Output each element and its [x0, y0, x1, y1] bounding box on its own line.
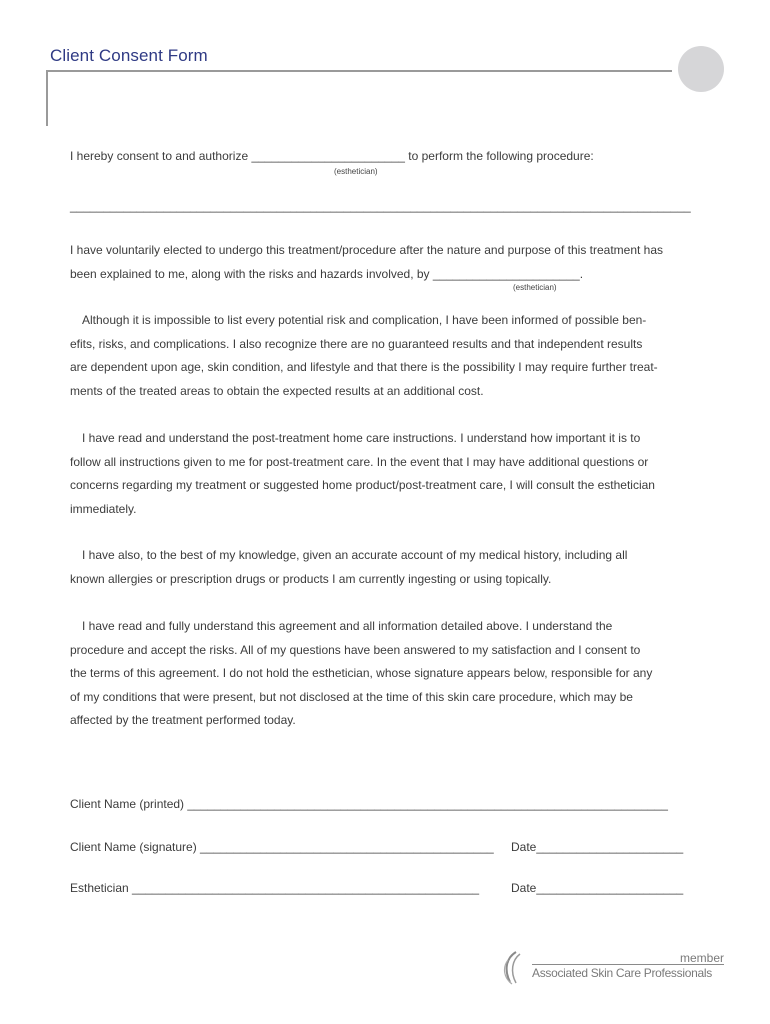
- member-label: member: [679, 951, 724, 965]
- client-signature-field[interactable]: Client Name (signature) ____________________________________________: [70, 840, 494, 854]
- esthetician-caption: (esthetician): [513, 283, 557, 292]
- paragraph-line: Although it is impossible to list every potential risk and complication, I have been informed of possible ben-: [82, 313, 647, 327]
- esthetician-date-field[interactable]: Date______________________: [511, 881, 684, 895]
- paragraph-voluntary: [70, 239, 700, 286]
- client-name-printed-field[interactable]: Client Name (printed) ________________________________________________________________________: [70, 797, 668, 811]
- paragraph-line: efits, risks, and complications. I also recognize there are no guaranteed results and that independent results: [70, 336, 643, 351]
- paragraph-line: are dependent upon age, skin condition, and lifestyle and that there is the possibility I may require further treat-: [70, 360, 658, 374]
- paragraph-line: I have voluntarily elected to undergo this treatment/procedure after the nature and purpose of this treatment has: [70, 243, 664, 257]
- paragraph-line: affected by the treatment performed today.: [70, 713, 296, 727]
- header-rule: [46, 70, 672, 72]
- paragraph-line: known allergies or prescription drugs or products I am currently ingesting or using topically.: [70, 571, 552, 586]
- esthetician-caption: (esthetician): [334, 167, 378, 176]
- member-rule: [532, 964, 724, 965]
- paragraph-line: of my conditions that were present, but not disclosed at the time of this skin care procedure, which may be: [70, 689, 633, 704]
- client-date-field[interactable]: Date______________________: [511, 840, 684, 854]
- consent-line: I hereby consent to and authorize _______________________ to perform the following procedure:: [70, 149, 594, 163]
- esthetician-signature-field[interactable]: Esthetician ____________________________________________________: [70, 881, 480, 895]
- paragraph-line: I have read and fully understand this agreement and all information detailed above. I understand the: [82, 619, 613, 633]
- paragraph-line: procedure and accept the risks. All of my questions have been answered to my satisfaction and I consent to: [70, 642, 641, 657]
- swirl-logo-icon: [500, 950, 528, 986]
- decorative-circle: [678, 46, 724, 92]
- page-title: Client Consent Form: [50, 46, 208, 65]
- paragraph-line: immediately.: [70, 501, 137, 516]
- procedure-blank: _____________________________________________________________________________________________: [70, 199, 691, 213]
- paragraph-line: follow all instructions given to me for post-treatment care. In the event that I may have additional questions or: [70, 454, 649, 469]
- paragraph-line: I have read and understand the post-treatment home care instructions. I understand how important it is to: [82, 431, 641, 445]
- paragraph-line: I have also, to the best of my knowledge, given an accurate account of my medical history, including all: [82, 548, 628, 562]
- paragraph-line: been explained to me, along with the risks and hazards involved, by ______________________.: [70, 266, 584, 281]
- paragraph-line: the terms of this agreement. I do not hold the esthetician, whose signature appears below, responsible for any: [70, 666, 653, 680]
- paragraph-line: concerns regarding my treatment or suggested home product/post-treatment care, I will consult the esthetician: [70, 478, 655, 492]
- organization-name: Associated Skin Care Professionals: [532, 966, 712, 980]
- paragraph-line: ments of the treated areas to obtain the expected results at an additional cost.: [70, 383, 484, 398]
- header-rule-vertical: [46, 70, 48, 126]
- paragraph-medical-history: [70, 544, 700, 591]
- paragraph-home-care: [70, 427, 700, 521]
- paragraph-risks: [70, 309, 700, 403]
- paragraph-agreement: [70, 615, 700, 733]
